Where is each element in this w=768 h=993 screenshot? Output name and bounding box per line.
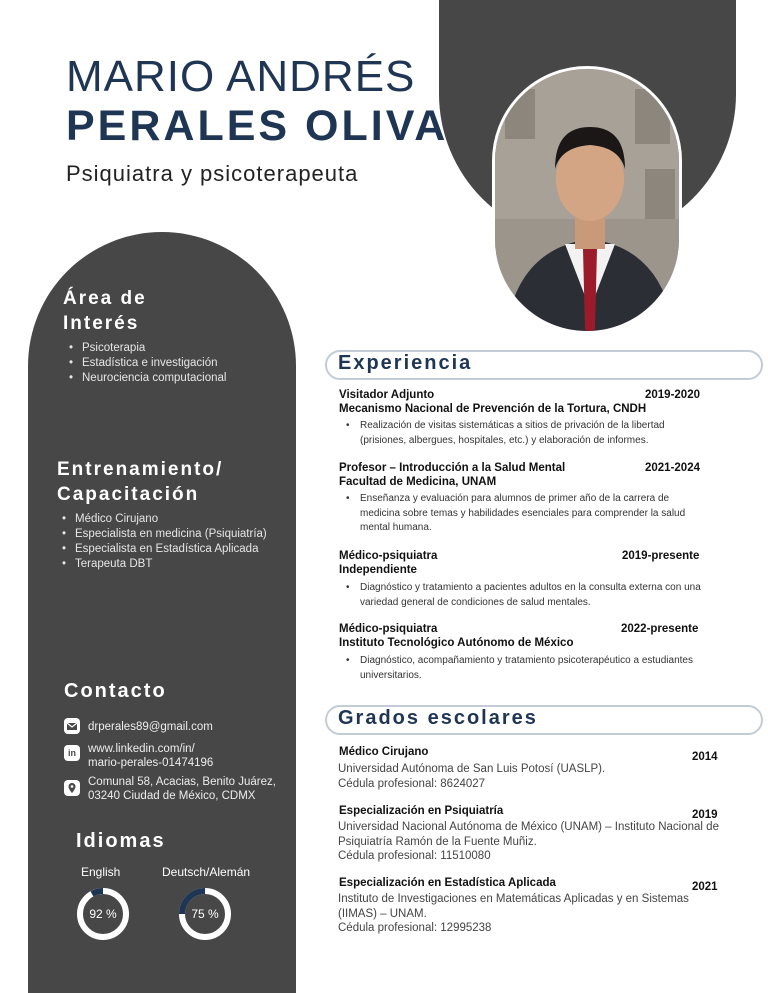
job-bullets (339, 419, 694, 448)
job-organization: Independiente (339, 564, 417, 576)
degree-license: Cédula profesional: 12995238 (338, 922, 492, 934)
degree-details (338, 892, 718, 936)
training-heading-line2: Capacitación (57, 484, 200, 505)
list-item: • Especialista en medicina (Psiquiatría) (59, 527, 267, 542)
list-item: • Especialista en Estadística Aplicada (59, 542, 267, 557)
job-years: 2019-presente (622, 550, 700, 562)
degree-title: Especialización en Estadística Aplicada (339, 877, 556, 889)
address-line2: 03240 Ciudad de México, CDMX (88, 790, 256, 802)
linkedin-line2: mario-perales-01474196 (88, 757, 214, 769)
degree-details (338, 820, 723, 864)
list-item: • Médico Cirujano (59, 512, 267, 527)
linkedin-link[interactable] (88, 742, 213, 770)
job-organization: Facultad de Medicina, UNAM (339, 476, 497, 488)
list-item: • Neurociencia computacional (66, 371, 226, 386)
profile-photo (492, 66, 682, 334)
job-years: 2019-2020 (645, 389, 700, 401)
job-role: Profesor – Introducción a la Salud Mental (339, 462, 566, 474)
job-bullets (339, 654, 699, 683)
list-item: • Psicoterapia (66, 341, 226, 356)
training-heading-line1: Entrenamiento/ (57, 459, 224, 480)
linkedin-icon: in (64, 745, 80, 761)
job-role: Médico-psiquiatra (339, 550, 438, 562)
degree-title: Médico Cirujano (339, 746, 429, 758)
degree-institution: Universidad Autónoma de San Luis Potosí (UASLP). (338, 763, 606, 775)
degree-year: 2021 (692, 881, 718, 893)
first-name: MARIO ANDRÉS (66, 52, 416, 101)
experience-heading: Experiencia (338, 352, 473, 374)
degree-year: 2014 (692, 751, 718, 763)
job-organization: Mecanismo Nacional de Prevención de la Tortura, CNDH (339, 403, 647, 415)
degree-institution: Universidad Nacional Autónoma de México (UNAM) – Instituto Nacional de Psiquiatría Ramón de la Fuente Muñiz. (338, 821, 719, 848)
interest-heading-line2: Interés (63, 313, 140, 334)
location-pin-icon (64, 780, 80, 796)
degree-license: Cédula profesional: 11510080 (338, 850, 491, 862)
email-link[interactable]: drperales89@gmail.com (88, 721, 213, 733)
job-years: 2021-2024 (645, 462, 700, 474)
job-role: Visitador Adjunto (339, 389, 435, 401)
job-role: Médico-psiquiatra (339, 623, 438, 635)
job-organization: Instituto Tecnológico Autónomo de México (339, 637, 574, 649)
language-name-english: English (81, 865, 121, 879)
degree-institution: Instituto de Investigaciones en Matemáticas Aplicadas y en Sistemas (IIMAS) – UNAM. (338, 893, 689, 920)
language-name-german: Deutsch/Alemán (162, 865, 251, 879)
linkedin-line1: www.linkedin.com/in/ (88, 743, 195, 755)
english-level-ring (76, 887, 130, 941)
list-item: • Enseñanza y evaluación para alumnos de primer año de la carrera de medicina sobre temas y habilidades esenciales para comprender la salud mental humana. (339, 492, 689, 536)
training-list (59, 512, 267, 572)
english-percent: 92 % (89, 907, 117, 921)
interest-heading (63, 286, 147, 336)
german-level-ring (178, 887, 232, 941)
interest-heading-line1: Área de (63, 288, 147, 309)
last-name: PERALES OLIVA (66, 102, 449, 150)
education-heading: Grados escolares (338, 707, 538, 729)
email-icon (64, 718, 80, 734)
list-item: • Realización de visitas sistemáticas a sitios de privación de la libertad (prisiones, albergues, hospitales, etc.) y elaboración de informes. (339, 419, 694, 448)
list-item: • Diagnóstico y tratamiento a pacientes adultos en la consulta externa con una variedad general de condiciones de salud mentales. (339, 581, 711, 610)
interest-list (66, 341, 226, 386)
list-item: • Estadística e investigación (66, 356, 226, 371)
contact-heading: Contacto (64, 680, 167, 702)
list-item: • Diagnóstico, acompañamiento y tratamiento psicoterapéutico a estudiantes universitarios. (339, 654, 699, 683)
job-years: 2022-presente (621, 623, 699, 635)
address-line1: Comunal 58, Acacias, Benito Juárez, (88, 776, 276, 788)
degree-license: Cédula profesional: 8624027 (338, 777, 486, 790)
job-bullets (339, 492, 689, 536)
languages-heading: Idiomas (76, 830, 166, 852)
address (88, 775, 276, 803)
training-heading (57, 457, 223, 507)
german-percent: 75 % (191, 907, 219, 921)
profession-subtitle: Psiquiatra y psicoterapeuta (66, 161, 359, 186)
degree-year: 2019 (692, 809, 718, 821)
list-item: • Terapeuta DBT (59, 557, 267, 572)
degree-details (338, 762, 718, 791)
degree-title: Especialización en Psiquiatría (339, 805, 504, 817)
profile-photo-illustration (495, 69, 682, 334)
job-bullets (339, 581, 711, 610)
